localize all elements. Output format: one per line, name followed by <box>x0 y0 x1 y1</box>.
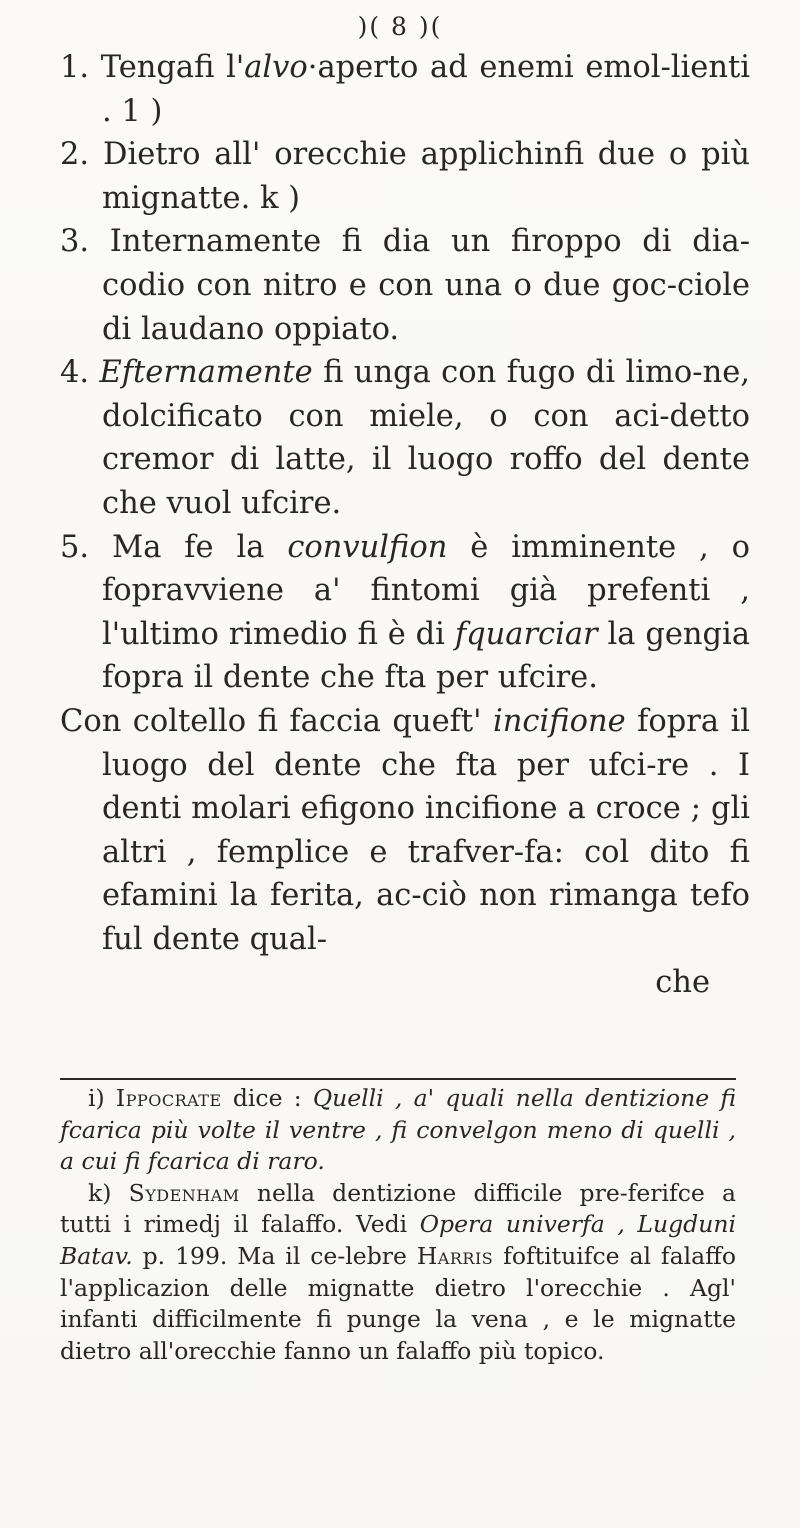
item-italic: Efternamente <box>99 355 313 391</box>
list-item-4 <box>60 351 750 525</box>
item-text: è imminente , o fopravviene a' fintomi già prefenti , l'ultimo rimedio fi è di <box>102 529 750 652</box>
item-italic: alvo <box>244 50 308 85</box>
footnote-author: Sydenham <box>128 1178 240 1207</box>
item-italic: fquarciar <box>454 616 598 652</box>
item-number: 5. <box>60 529 90 565</box>
item-text: ·aperto ad enemi emol-lienti . 1 ) <box>102 50 750 129</box>
item-text: Internamente fi dia un firoppo di dia-codio con nitro e con una o due goc-ciole di laudano oppiato. <box>102 224 750 347</box>
item-text: Dietro all' orecchie applichinfi due o più mignatte. k ) <box>102 137 750 216</box>
item-number: 4. <box>60 355 90 391</box>
footnote-rule <box>60 1078 736 1080</box>
item-text: fi unga con fugo di limo-ne, dolcificato con miele, o con aci-detto cremor di latte, il luogo roffo del dente che vuol ufcire. <box>102 355 750 521</box>
footnote-text: p. 199. Ma il ce-lebre <box>132 1241 417 1270</box>
catchword: che <box>655 965 710 1001</box>
footnote-i <box>60 1083 736 1178</box>
item-italic: convulfion <box>287 529 448 565</box>
item-text: Ma fe la <box>111 529 288 565</box>
footnote-k <box>60 1178 736 1368</box>
footnote-author: Ippocrate <box>115 1084 222 1112</box>
footnote-text: nella dentizione difficile pre-ferifce a tutti i rimedj il falaffo. Vedi <box>60 1178 736 1239</box>
footnotes <box>60 1083 736 1367</box>
footnote-italic: Opera univerfa , Lugduni Batav. <box>60 1210 736 1270</box>
body-paragraph <box>60 700 750 962</box>
list-item-1 <box>60 46 750 133</box>
footnote-author: Harris <box>416 1241 494 1270</box>
footnote-label: k) <box>88 1178 112 1207</box>
page-number: )( 8 )( <box>357 12 443 41</box>
footnote-quote: Quelli , a' quali nella dentizione fi fcarica più volte il ventre , fi convelgon meno di quelli , a cui fi fcarica di raro. <box>60 1084 736 1176</box>
footnote-text: foftituifce al falaffo l'applicazion delle mignatte dietro l'orecchie . Agl' infanti difficilmente fi punge la vena , e le mignatte dietro all'orecchie fanno un falaffo più topico. <box>60 1241 736 1365</box>
main-text <box>60 46 750 1005</box>
list-item-5 <box>60 526 750 700</box>
list-item-2 <box>60 133 750 220</box>
item-number: 1. <box>60 50 90 85</box>
list-item-3 <box>60 220 750 351</box>
item-text: la gengia fopra il dente che fta per ufcire. <box>102 616 750 696</box>
paragraph-italic: incifione <box>493 703 626 739</box>
footnote-label: i) <box>88 1084 105 1112</box>
item-text: Tengafi l' <box>100 50 245 85</box>
item-number: 2. <box>60 137 90 173</box>
footnote-text: dice : <box>221 1084 313 1112</box>
paragraph-text: Con coltello fi faccia queft' <box>60 703 494 739</box>
paragraph-text: fopra il luogo del dente che fta per ufci-re . I denti molari efigono incifione a croce ; gli altri , femplice e trafver-fa: col dito fi efamini la ferita, ac-ciò non rimanga tefo ful dente qual- <box>102 703 750 957</box>
item-number: 3. <box>60 224 90 260</box>
